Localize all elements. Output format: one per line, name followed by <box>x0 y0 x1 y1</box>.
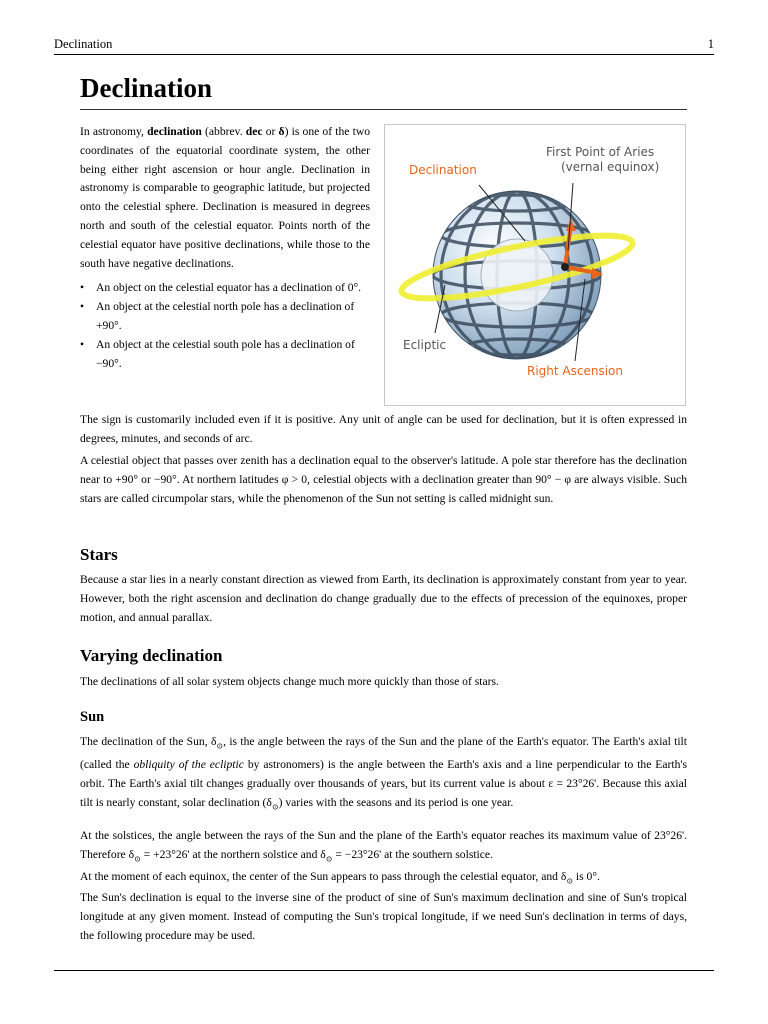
page-number: 1 <box>707 37 714 51</box>
paragraph-varying: The declinations of all solar system objects change much more quickly than those of stars. <box>80 675 499 688</box>
list-item: • An object at the celestial south pole has a declination of −90°. <box>80 336 370 374</box>
term-dec: dec <box>245 125 263 138</box>
paragraph-stars: Because a star lies in a nearly constant direction as viewed from Earth, its declination is approximately constant from year to year. However, both the right ascension and declination do change gradually due to the effects of precession of the equinoxes, proper motion, and annual parallax. <box>80 573 687 624</box>
term-obliquity: obliquity of the ecliptic <box>133 758 244 772</box>
vernal-equinox-point <box>561 263 569 271</box>
paragraph-sun-3: At the moment of each equinox, the center of the Sun appears to pass through the celestial equator, and $\delta_⊙$ is 0°. <box>80 870 600 886</box>
figure-label-right-ascension: Right Ascension <box>527 364 623 378</box>
running-title: Declination <box>54 37 113 51</box>
list-item: • An object on the celestial equator has a declination of 0°. <box>80 279 370 298</box>
running-header <box>54 36 714 55</box>
paragraph-sun-4: The Sun's declination is equal to the inverse sine of the product of sine of Sun's maximum declination and sine of Sun's tropical longitude at any given moment. Instead of computing the Sun's tropical longitude, if we need Sun's declination in terms of days, the following procedure may be used. <box>80 891 687 942</box>
list-item: • An object at the celestial north pole has a declination of +90°. <box>80 298 370 336</box>
heading-sun: Sun <box>80 709 105 725</box>
page-title: Declination <box>80 71 687 110</box>
paragraph-sign: The sign is customarily included even if it is positive. Any unit of angle can be used for declination, but it is often expressed in degrees, minutes, and seconds of arc. <box>80 413 687 445</box>
figure-label-declination: Declination <box>409 163 477 177</box>
term-declination: declination <box>147 125 202 138</box>
figure-label-vernal-equinox: (vernal equinox) <box>561 160 660 174</box>
figure-label-ecliptic: Ecliptic <box>403 338 447 352</box>
figure-label-first-point-of-aries: First Point of Aries <box>546 145 655 159</box>
intro-column <box>80 123 370 373</box>
paragraph-sun-2: At the solstices, the angle between the rays of the Sun and the plane of the Earth's equator reaches its maximum value of 23°26'. Therefore $\delta_⊙ = +23^\circ 26'$ at the northern solstice and $\delta_⊙ = -23^\circ 26'$ at the southern solstice. <box>80 829 687 864</box>
heading-varying-declination: Varying declination <box>80 646 223 665</box>
paragraph-zenith: A celestial object that passes over zenith has a declination equal to the observer's latitude. A pole star therefore has the declination near to +90° or −90°. At northern latitudes φ > 0, celestial objects with a declination greater than 90° − φ are always visible. Such stars are called circumpolar stars, while the phenomenon of the Sun not setting is called midnight sun. <box>80 454 687 505</box>
intro-paragraph: In astronomy, declination (abbrev. dec or δ) is one of the two coordinates of the equatorial coordinate system, the other being either right ascension or hour angle. Declination in astronomy is comparable to geographic latitude, but projected onto the celestial sphere. Declination is measured in degrees north and south of the celestial equator. Points north of the celestial equator have positive declinations, while those to the south have negative declinations. <box>80 125 370 270</box>
heading-stars: Stars <box>80 545 118 564</box>
paragraph-sun-1: The declination of the Sun, $\delta_⊙$, is the angle between the rays of the Sun and the plane of the Earth's equator. The Earth's axial tilt (called the obliquity of the ecliptic by astronomers) is the angle between the Earth's axis and a line perpendicular to the Earth's orbit. The Earth's axial tilt changes gradually over thousands of years, but its current value is about ε = 23°26'. Because this axial tilt is nearly constant, solar declination $(\delta_⊙)$ varies with the seasons and its period is one year. <box>80 735 688 812</box>
footer-rule <box>54 970 714 971</box>
declination-bullet-list <box>80 279 370 373</box>
celestial-sphere-diagram <box>385 125 685 405</box>
celestial-sphere-figure <box>384 124 686 406</box>
term-delta: δ <box>278 125 285 138</box>
